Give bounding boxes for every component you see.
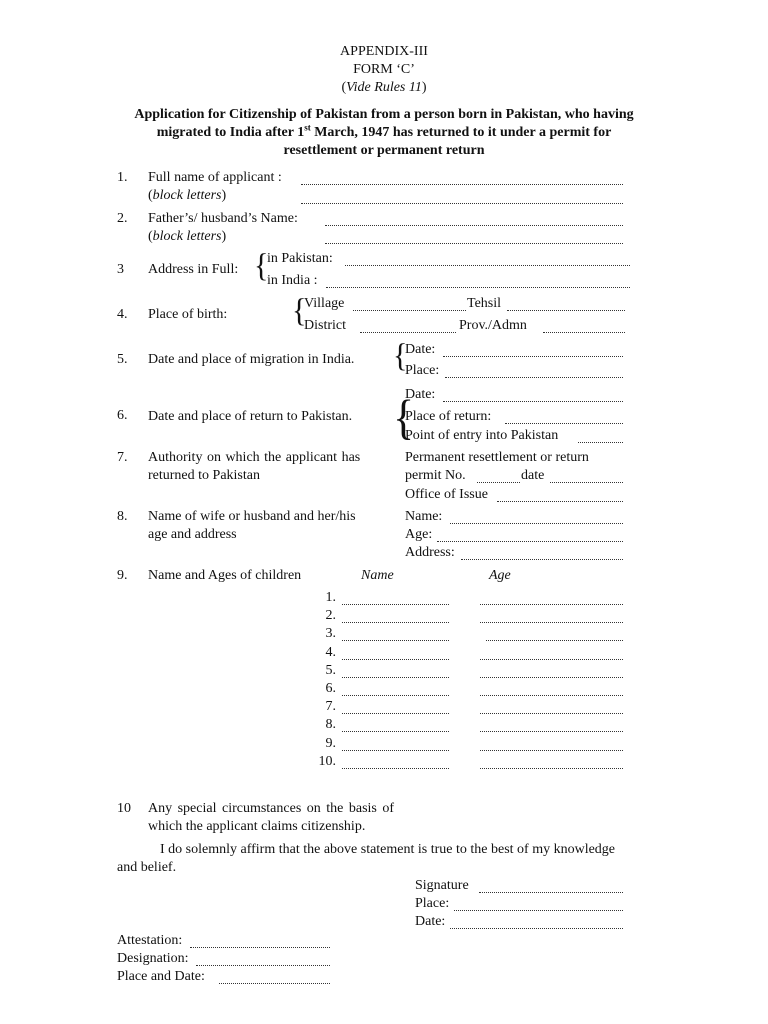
- child-number: 8.: [325, 717, 336, 732]
- place-of-return-field[interactable]: [505, 411, 623, 424]
- child-name-field[interactable]: [342, 610, 449, 623]
- prov-admn-field[interactable]: [543, 320, 625, 333]
- place-of-return-label: Place of return:: [405, 409, 492, 424]
- migration-date-label: Date:: [405, 342, 436, 357]
- address-india-label: in India :: [267, 273, 318, 288]
- affirmation-line-1: I do solemnly affirm that the above statement is true to the best of my knowledge: [160, 842, 616, 857]
- item-number-2: 2.: [117, 211, 128, 226]
- brace-icon: {: [393, 390, 415, 445]
- signature-date-field[interactable]: [450, 916, 623, 929]
- brace-icon: {: [254, 247, 269, 284]
- designation-field[interactable]: [196, 953, 330, 966]
- authority-label-line-2: returned to Pakistan: [148, 468, 260, 483]
- children-name-header: Name: [361, 568, 394, 583]
- address-india-field[interactable]: [326, 275, 630, 288]
- item-number-4: 4.: [117, 307, 128, 322]
- return-date-field[interactable]: [443, 389, 623, 402]
- return-label: Date and place of return to Pakistan.: [148, 409, 353, 424]
- spouse-address-label: Address:: [405, 545, 455, 560]
- full-name-field-line-2[interactable]: [301, 191, 623, 204]
- prov-admn-label: Prov./Admn: [459, 318, 527, 333]
- migration-place-label: Place:: [405, 363, 440, 378]
- migration-label: Date and place of migration in India.: [148, 352, 355, 367]
- rules-reference: (Vide Rules 11): [341, 80, 427, 95]
- address-label: Address in Full:: [148, 262, 239, 277]
- signature-label: Signature: [415, 878, 469, 893]
- child-number: 4.: [325, 645, 336, 660]
- child-number: 6.: [325, 681, 336, 696]
- item-number-5: 5.: [117, 352, 128, 367]
- attestation-field[interactable]: [190, 935, 330, 948]
- child-number: 3.: [325, 626, 336, 641]
- child-age-field[interactable]: [480, 683, 623, 696]
- child-number: 2.: [325, 608, 336, 623]
- spouse-age-field[interactable]: [437, 529, 623, 542]
- full-name-field[interactable]: [301, 172, 623, 185]
- item-number-6: 6.: [117, 408, 128, 423]
- office-of-issue-label: Office of Issue: [405, 487, 488, 502]
- child-name-field[interactable]: [342, 719, 449, 732]
- block-letters-note-1: (block letters): [148, 188, 227, 203]
- point-of-entry-field[interactable]: [578, 430, 623, 443]
- item-number-10: 10: [117, 801, 131, 816]
- spouse-name-label: Name:: [405, 509, 443, 524]
- child-name-field[interactable]: [342, 592, 449, 605]
- form-title-line-1: Application for Citizenship of Pakistan from a person born in Pakistan, who having: [134, 107, 634, 122]
- child-age-field[interactable]: [480, 665, 623, 678]
- child-number: 5.: [325, 663, 336, 678]
- return-date-label: Date:: [405, 387, 436, 402]
- brace-icon: {: [292, 292, 307, 329]
- child-age-field[interactable]: [486, 628, 623, 641]
- father-husband-name-field[interactable]: [325, 213, 623, 226]
- block-letters-note-2: (block letters): [148, 229, 227, 244]
- form-heading: FORM ‘C’: [353, 62, 415, 77]
- spouse-label-line-2: age and address: [148, 527, 237, 542]
- form-title-line-3: resettlement or permanent return: [283, 143, 485, 158]
- child-number: 7.: [325, 699, 336, 714]
- village-field[interactable]: [353, 298, 466, 311]
- office-of-issue-field[interactable]: [497, 489, 623, 502]
- child-number: 9.: [325, 736, 336, 751]
- child-name-field[interactable]: [342, 701, 449, 714]
- permit-type-label: Permanent resettlement or return: [405, 450, 589, 465]
- child-name-field[interactable]: [342, 628, 449, 641]
- child-age-field[interactable]: [480, 610, 623, 623]
- address-pakistan-label: in Pakistan:: [267, 251, 333, 266]
- spouse-address-field[interactable]: [461, 547, 623, 560]
- brace-icon: {: [393, 337, 408, 374]
- item-number-9: 9.: [117, 568, 128, 583]
- migration-date-field[interactable]: [443, 344, 623, 357]
- permit-date-label: date: [521, 468, 545, 483]
- spouse-label-line-1: Name of wife or husband and her/his: [148, 509, 356, 524]
- child-name-field[interactable]: [342, 647, 449, 660]
- child-age-field[interactable]: [480, 756, 623, 769]
- child-age-field[interactable]: [480, 719, 623, 732]
- address-pakistan-field[interactable]: [345, 253, 630, 266]
- child-age-field[interactable]: [480, 701, 623, 714]
- item-number-7: 7.: [117, 450, 128, 465]
- child-number: 1.: [325, 590, 336, 605]
- item-number-1: 1.: [117, 170, 128, 185]
- item-number-8: 8.: [117, 509, 128, 524]
- affirmation-line-2: and belief.: [117, 860, 177, 875]
- child-age-field[interactable]: [480, 592, 623, 605]
- village-label: Village: [304, 296, 345, 311]
- spouse-age-label: Age:: [405, 527, 433, 542]
- authority-label-line-1: Authority on which the applicant has: [148, 450, 361, 465]
- district-label: District: [304, 318, 346, 333]
- point-of-entry-label: Point of entry into Pakistan: [405, 428, 559, 443]
- form-title-line-2: migrated to India after 1st March, 1947 has returned to it under a permit for: [156, 122, 612, 140]
- attestation-label: Attestation:: [117, 933, 183, 948]
- special-circumstances-label-line-1: Any special circumstances on the basis of: [148, 801, 395, 816]
- child-name-field[interactable]: [342, 665, 449, 678]
- father-husband-name-field-line-2[interactable]: [325, 231, 623, 244]
- children-label: Name and Ages of children: [148, 568, 302, 583]
- permit-number-field[interactable]: [477, 470, 520, 483]
- signature-place-field[interactable]: [454, 898, 623, 911]
- child-name-field[interactable]: [342, 683, 449, 696]
- child-number: 10.: [318, 754, 336, 769]
- tehsil-label: Tehsil: [467, 296, 502, 311]
- child-age-field[interactable]: [480, 647, 623, 660]
- signature-field[interactable]: [479, 880, 623, 893]
- permit-number-label: permit No.: [405, 468, 466, 483]
- father-husband-name-label: Father’s/ husband’s Name:: [148, 211, 298, 226]
- tehsil-field[interactable]: [507, 298, 625, 311]
- spouse-name-field[interactable]: [450, 511, 623, 524]
- permit-date-field[interactable]: [550, 470, 623, 483]
- district-field[interactable]: [360, 320, 456, 333]
- child-name-field[interactable]: [342, 756, 449, 769]
- item-number-3: 3: [117, 262, 124, 277]
- full-name-label: Full name of applicant :: [148, 170, 282, 185]
- special-circumstances-label-line-2: which the applicant claims citizenship.: [148, 819, 366, 834]
- place-and-date-label: Place and Date:: [117, 969, 205, 984]
- appendix-heading: APPENDIX-III: [340, 44, 428, 59]
- child-age-field[interactable]: [480, 738, 623, 751]
- migration-place-field[interactable]: [445, 365, 623, 378]
- place-and-date-field[interactable]: [219, 971, 330, 984]
- signature-place-label: Place:: [415, 896, 450, 911]
- child-name-field[interactable]: [342, 738, 449, 751]
- designation-label: Designation:: [117, 951, 189, 966]
- children-age-header: Age: [489, 568, 511, 583]
- signature-date-label: Date:: [415, 914, 446, 929]
- place-of-birth-label: Place of birth:: [148, 307, 228, 322]
